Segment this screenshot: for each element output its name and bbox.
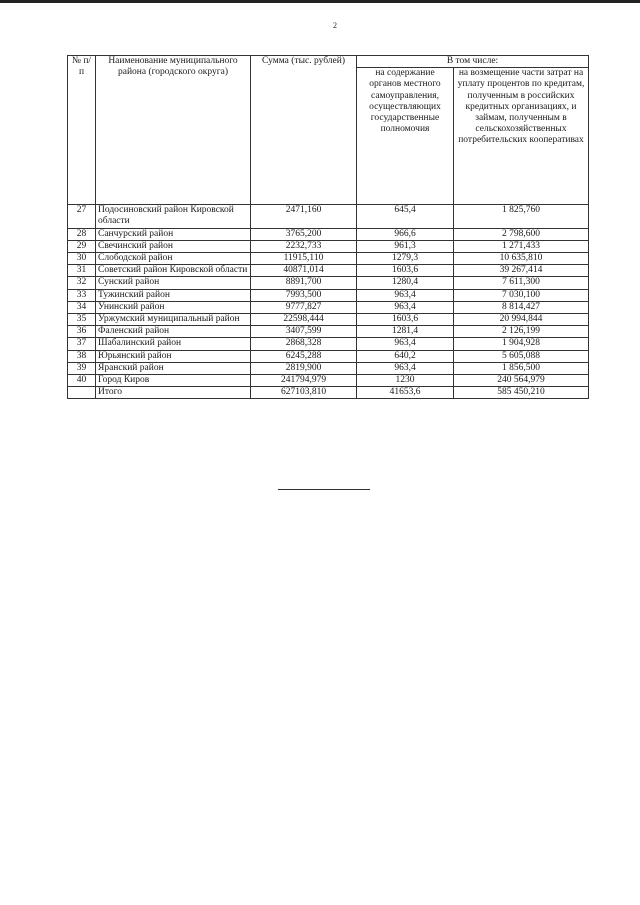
page-number: 2 — [333, 21, 337, 30]
row-name: Яранский район — [96, 362, 251, 374]
table-row — [68, 362, 589, 374]
row-interest: 7 611,300 — [454, 277, 589, 289]
row-num: 29 — [68, 240, 96, 252]
row-interest: 7 030,100 — [454, 289, 589, 301]
row-name: Тужинский район — [96, 289, 251, 301]
row-interest: 1 856,500 — [454, 362, 589, 374]
total-sum: 627103,810 — [251, 387, 357, 399]
row-interest: 10 635,810 — [454, 253, 589, 265]
row-maintenance: 640,2 — [357, 350, 454, 362]
row-name: Город Киров — [96, 375, 251, 387]
row-maintenance: 963,4 — [357, 301, 454, 313]
table-row — [68, 326, 589, 338]
row-sum: 6245,288 — [251, 350, 357, 362]
row-num: 38 — [68, 350, 96, 362]
row-sum: 8891,700 — [251, 277, 357, 289]
total-row — [68, 387, 589, 399]
table-row — [68, 228, 589, 240]
table-row — [68, 350, 589, 362]
row-maintenance: 1603,6 — [357, 314, 454, 326]
row-name: Подосиновский район Кировской области — [96, 205, 251, 228]
row-sum: 7993,500 — [251, 289, 357, 301]
row-num: 30 — [68, 253, 96, 265]
row-num: 36 — [68, 326, 96, 338]
total-num — [68, 387, 96, 399]
row-num: 32 — [68, 277, 96, 289]
row-num: 39 — [68, 362, 96, 374]
row-name: Сунский район — [96, 277, 251, 289]
total-label: Итого — [96, 387, 251, 399]
row-maintenance: 963,4 — [357, 338, 454, 350]
row-sum: 241794,979 — [251, 375, 357, 387]
row-sum: 22598,444 — [251, 314, 357, 326]
budget-table — [67, 55, 589, 399]
row-name: Шабалинский район — [96, 338, 251, 350]
row-num: 27 — [68, 205, 96, 228]
row-interest: 5 605,088 — [454, 350, 589, 362]
table-row — [68, 265, 589, 277]
closing-line — [278, 489, 370, 490]
row-name: Свечинский район — [96, 240, 251, 252]
row-maintenance: 1603,6 — [357, 265, 454, 277]
row-num: 37 — [68, 338, 96, 350]
row-name: Слободской район — [96, 253, 251, 265]
table-row — [68, 314, 589, 326]
row-sum: 2868,328 — [251, 338, 357, 350]
row-maintenance: 963,4 — [357, 289, 454, 301]
row-maintenance: 1281,4 — [357, 326, 454, 338]
row-interest: 1 271,433 — [454, 240, 589, 252]
table-row — [68, 277, 589, 289]
header-sum: Сумма (тыс. рублей) — [251, 56, 357, 205]
row-maintenance: 1279,3 — [357, 253, 454, 265]
total-interest: 585 450,210 — [454, 387, 589, 399]
table-row — [68, 205, 589, 228]
table-row — [68, 375, 589, 387]
row-interest: 2 798,600 — [454, 228, 589, 240]
row-sum: 3765,200 — [251, 228, 357, 240]
row-name: Фаленский район — [96, 326, 251, 338]
row-maintenance: 645,4 — [357, 205, 454, 228]
row-num: 40 — [68, 375, 96, 387]
row-num: 35 — [68, 314, 96, 326]
row-sum: 9777,827 — [251, 301, 357, 313]
row-sum: 3407,599 — [251, 326, 357, 338]
row-num: 33 — [68, 289, 96, 301]
table-row — [68, 338, 589, 350]
row-maintenance: 966,6 — [357, 228, 454, 240]
table-row — [68, 253, 589, 265]
table-row — [68, 240, 589, 252]
row-sum: 2232,733 — [251, 240, 357, 252]
row-num: 28 — [68, 228, 96, 240]
row-interest: 1 825,760 — [454, 205, 589, 228]
row-num: 31 — [68, 265, 96, 277]
row-name: Советский район Кировской области — [96, 265, 251, 277]
row-interest: 240 564,979 — [454, 375, 589, 387]
top-border-line — [0, 0, 640, 3]
header-maintenance: на содержание органов местного самоуправления, осуществляющих государственные полномочия — [357, 68, 454, 205]
row-name: Санчурский район — [96, 228, 251, 240]
row-sum: 2471,160 — [251, 205, 357, 228]
row-name: Унинский район — [96, 301, 251, 313]
row-interest: 39 267,414 — [454, 265, 589, 277]
table-row — [68, 289, 589, 301]
header-num: № п/п — [68, 56, 96, 205]
header-name: Наименование муниципального района (городского округа) — [96, 56, 251, 205]
row-interest: 8 814,427 — [454, 301, 589, 313]
table-row — [68, 301, 589, 313]
row-sum: 2819,900 — [251, 362, 357, 374]
row-interest: 2 126,199 — [454, 326, 589, 338]
row-sum: 40871,014 — [251, 265, 357, 277]
row-maintenance: 963,4 — [357, 362, 454, 374]
row-interest: 20 994,844 — [454, 314, 589, 326]
row-interest: 1 904,928 — [454, 338, 589, 350]
row-maintenance: 1280,4 — [357, 277, 454, 289]
row-maintenance: 1230 — [357, 375, 454, 387]
row-sum: 11915,110 — [251, 253, 357, 265]
header-including: В том числе: — [357, 56, 589, 68]
row-num: 34 — [68, 301, 96, 313]
row-name: Юрьянский район — [96, 350, 251, 362]
row-maintenance: 961,3 — [357, 240, 454, 252]
header-interest-compensation: на возмещение части затрат на уплату процентов по кредитам, полученным в российских кредитных организациях, и займам, полученным в сельскохозяйственных потребительских кооперативах — [454, 68, 589, 205]
total-maintenance: 41653,6 — [357, 387, 454, 399]
row-name: Уржумский муниципальный район — [96, 314, 251, 326]
